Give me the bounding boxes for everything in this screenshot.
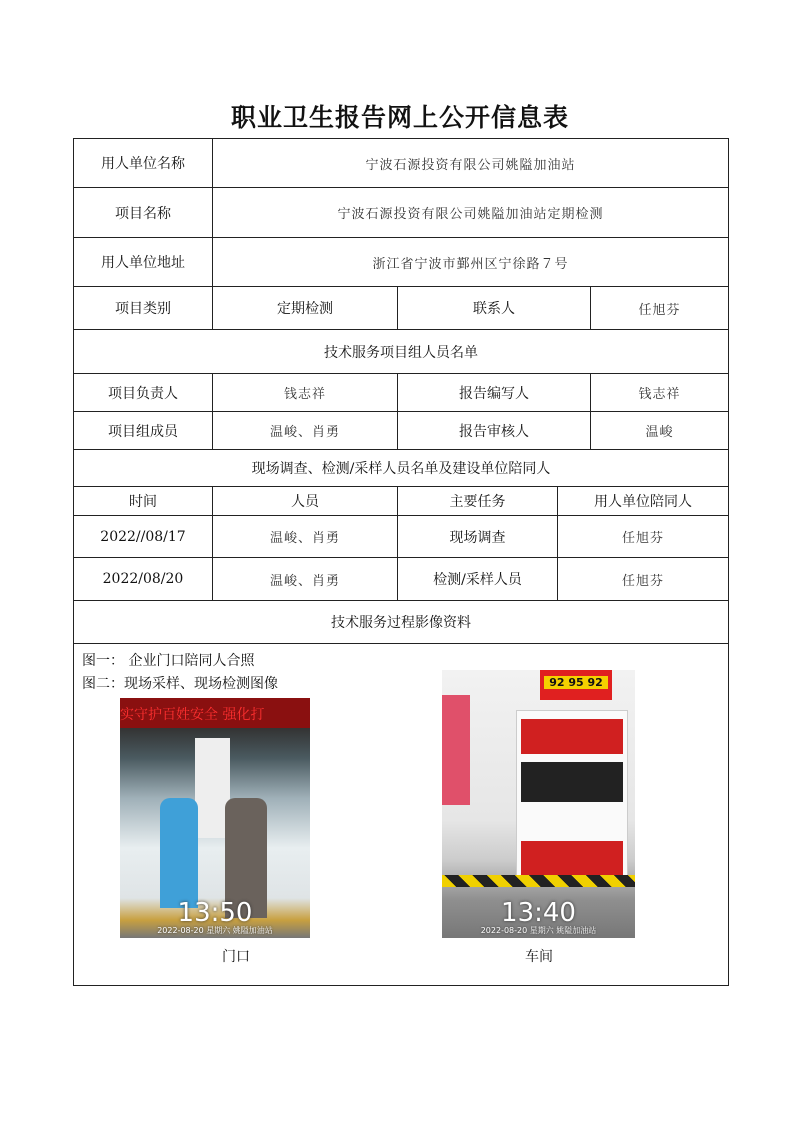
page-title: 职业卫生报告网上公开信息表 <box>230 103 569 132</box>
contact: 任旭芬 <box>590 286 729 330</box>
leader: 钱志祥 <box>212 373 398 412</box>
fuel-dispenser <box>516 710 628 887</box>
project-name-label: 项目名称 <box>73 187 213 238</box>
writer: 钱志祥 <box>590 373 729 412</box>
table-row-1-companion: 任旭芬 <box>557 515 729 558</box>
figure-2-label: 图二：现场采样、现场检测图像 <box>82 676 278 692</box>
photo-time: 13:40 <box>501 898 576 928</box>
figure-1-label: 图一： 企业门口陪同人合照 <box>82 653 255 669</box>
table-row-1-task: 现场调查 <box>397 515 558 558</box>
person-left <box>160 798 198 908</box>
employer-name-label: 用人单位名称 <box>73 138 213 188</box>
banner-text: 实守护百姓安全 强化打 <box>120 707 265 723</box>
col-time: 时间 <box>73 486 213 516</box>
col-staff: 人员 <box>212 486 398 516</box>
workshop-caption: 车间 <box>525 949 553 965</box>
table-row-2-task: 检测/采样人员 <box>397 557 558 601</box>
writer-label: 报告编写人 <box>397 373 591 412</box>
members-label: 项目组成员 <box>73 411 213 450</box>
images-header: 技术服务过程影像资料 <box>73 600 729 644</box>
entrance-caption: 门口 <box>222 949 250 965</box>
address: 浙江省宁波市鄞州区宁徐路７号 <box>212 237 729 287</box>
workshop-photo <box>442 670 635 938</box>
members: 温峻、肖勇 <box>212 411 398 450</box>
leader-label: 项目负责人 <box>73 373 213 412</box>
reviewer-label: 报告审核人 <box>397 411 591 450</box>
employer-name: 宁波石源投资有限公司姚隘加油站 <box>212 138 729 188</box>
table-row-2-companion: 任旭芬 <box>557 557 729 601</box>
images-section <box>73 643 729 986</box>
contact-label: 联系人 <box>397 286 591 330</box>
col-companion: 用人单位陪同人 <box>557 486 729 516</box>
price-text: 92 95 92 <box>544 676 608 689</box>
photo-stamp: 2022-08-20 星期六 姚隘加油站 <box>480 926 597 935</box>
category: 定期检测 <box>212 286 398 330</box>
reviewer: 温峻 <box>590 411 729 450</box>
table-row-1-staff: 温峻、肖勇 <box>212 515 398 558</box>
photo-stamp: 2022-08-20 星期六 姚隘加油站 <box>157 926 273 935</box>
project-name: 宁波石源投资有限公司姚隘加油站定期检测 <box>212 187 729 238</box>
price-sign <box>540 670 612 700</box>
table-row-2-staff: 温峻、肖勇 <box>212 557 398 601</box>
col-task: 主要任务 <box>397 486 558 516</box>
team-header: 技术服务项目组人员名单 <box>73 329 729 374</box>
table-row-2-time: 2022/08/20 <box>73 557 213 601</box>
survey-header: 现场调查、检测/采样人员名单及建设单位陪同人 <box>73 449 729 487</box>
table-row-1-time: 2022//08/17 <box>73 515 213 558</box>
category-label: 项目类别 <box>73 286 213 330</box>
entrance-photo <box>120 698 310 938</box>
photo-time: 13:50 <box>177 898 253 928</box>
address-label: 用人单位地址 <box>73 237 213 287</box>
